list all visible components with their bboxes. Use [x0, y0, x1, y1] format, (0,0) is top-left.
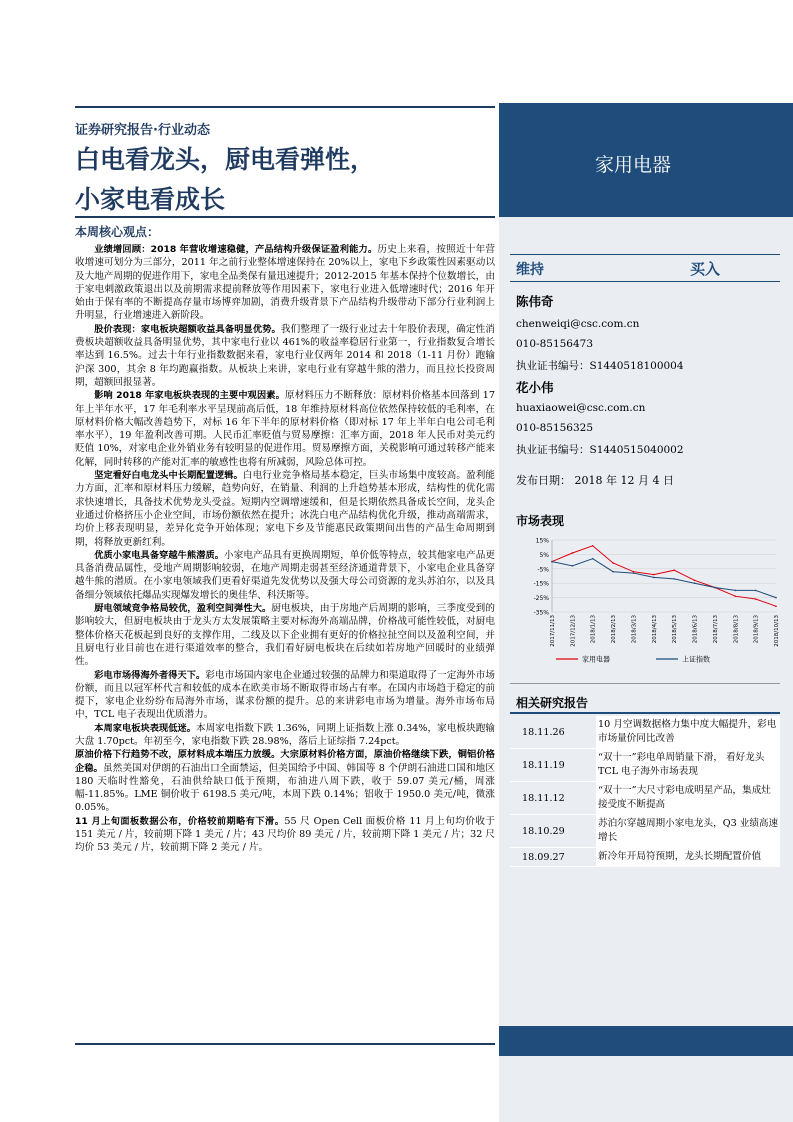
paragraph-text: 55 尺 Open Cell 面板价格 11 月上旬均价收于 151 美元 / 片，较前期下降 1 美元 / 片；43 尺均价 89 美元 / 片，较前期下降 1 美元 / 片；32 尺均价 53 美元 / 片，较前期下降 2 美元 / 片。	[75, 815, 496, 854]
legend-label: 上证指数	[682, 655, 710, 664]
analyst-cert: 执业证书编号：S1440518100004	[516, 360, 684, 372]
paragraph-text: 历史上来看，按照近十年营收增速可划分为三部分，2011 年之前行业整体增速保持在 20%以上，家电下乡政策性因素驱动以及大地产周期的促进作用下，家电全品类保有量迅速提升；2012-2015 年基本保持个位数增长，由于家电刺激政策退出以及前期需求提前释放等作用因素下，家电行业进入低增速时代；2016 年开始由于保有率的不断提高存量市场博弈加剧，消费升级背景下产品结构升级带动下部分行业利润上升明显，行业增速进入新阶段。	[75, 244, 495, 322]
rating-rule	[510, 281, 780, 282]
body-paragraph	[75, 815, 495, 855]
publish-date: 发布日期： 2018 年 12 月 4 日	[516, 474, 674, 487]
analyst-name: 陈伟奇	[516, 294, 554, 309]
x-tick-label: 2018/7/13	[712, 615, 719, 644]
y-tick-label: -5%	[537, 566, 549, 574]
related-report[interactable]	[510, 749, 780, 782]
series-point	[592, 545, 594, 547]
related-report[interactable]	[510, 848, 780, 867]
analyst-phone: 010-85156473	[516, 338, 594, 350]
body-paragraph	[75, 669, 495, 722]
legend-label: 家用电器	[582, 655, 610, 664]
related-report[interactable]	[510, 716, 780, 749]
related-date: 18.10.29	[522, 825, 565, 837]
series-point	[572, 565, 574, 567]
x-tick-label: 2018/5/13	[672, 615, 679, 644]
related-title: “双十一”大尺寸彩电成明星产品，集成灶接受度不断提高	[596, 782, 780, 814]
body-paragraph	[75, 469, 495, 549]
paragraph-text: 原材料压力不断释放：原材料价格基本回落到 17 年上半年水平，17 年毛利率水平呈现前高后低，18 年维持原材料高位依然保持较低的毛利率，在原材料价格大幅改善趋势下，对标 16 年下半年的原材料价格（即对标 17 年上半年白电公司毛利率水平），19 年盈利改善可期。人民币汇率贬值与贸易摩擦：汇率方面，2018 年人民币对美元约贬值 10%，对家电企业外销业务有较明显的促进作用。贸易摩擦方面，关税影响可通过转移产能来化解，同时转移的产能对汇率的敏感性也将有所减弱，风险总体可控。	[75, 390, 495, 468]
analyst-cert: 执业证书编号：S1440515040002	[516, 444, 684, 456]
paragraph-lead: 厨电领域竞争格局较优，盈利空间弹性大。	[94, 603, 272, 615]
x-tick-label: 2018/3/13	[631, 615, 638, 644]
paragraph-lead: 业绩增回顾：2018 年营收增速稳健，产品结构升级保证盈利能力。	[94, 244, 378, 255]
series-point	[734, 590, 736, 592]
series-point	[775, 597, 777, 599]
x-tick-label: 2018/9/13	[753, 615, 760, 644]
y-tick-label: 15%	[535, 537, 549, 545]
analyst-name: 花小伟	[516, 380, 554, 395]
related-title: “双十一”彩电单周销量下滑， 看好龙头 TCL 电子海外市场表现	[596, 749, 780, 781]
related-report[interactable]	[510, 815, 780, 848]
y-tick-label: -35%	[533, 609, 549, 617]
paragraph-lead: 优质小家电具备穿越牛熊潜质。	[94, 549, 225, 561]
market-performance-title: 市场表现	[516, 514, 565, 528]
related-date: 18.09.27	[522, 851, 565, 863]
page-title	[75, 140, 495, 220]
x-tick-label: 2018/10/13	[774, 615, 780, 647]
body-paragraph	[75, 389, 495, 469]
x-tick-label: 2018/4/13	[651, 615, 658, 644]
related-reports-list	[510, 716, 780, 867]
body-paragraph	[75, 748, 495, 814]
sidebar-footer-band	[499, 1026, 793, 1056]
y-tick-label: -25%	[533, 595, 549, 603]
rating-value: 买入	[690, 260, 721, 278]
series-point	[755, 598, 757, 600]
body-paragraph	[75, 243, 495, 323]
analyst-email: huaxiaowei@csc.com.cn	[516, 402, 646, 414]
related-rule	[510, 712, 780, 714]
body-paragraph	[75, 323, 495, 389]
paragraph-text: 虽然美国对伊朗的石油出口全面禁运，但美国给予中国、韩国等 8 个伊朗石油进口国和地区 180 天临时性豁免，石油供给缺口低于预期，布油进八周下跌，收于 59.07 美元/桶，周涨幅-11.85%。LME 铜价收于 6198.5 美元/吨，本周下跌 0.14%；铝收于 1950.0 美元/吨，微涨 0.05%。	[75, 762, 496, 814]
x-tick-label: 2018/8/13	[733, 615, 740, 644]
paragraph-lead: 影响 2018 年家电板块表现的主要中观因素。	[94, 390, 285, 402]
body-paragraph	[75, 549, 495, 602]
sector-name: 家用电器	[595, 154, 672, 176]
paragraph-lead: 11 月上旬面板数据公布，价格较前期略有下滑。	[75, 815, 285, 827]
series-point	[612, 562, 614, 564]
core-views-heading: 本周核心观点：	[75, 225, 160, 239]
report-body	[75, 243, 495, 855]
series-line	[552, 559, 776, 598]
rating-action: 维持	[516, 262, 544, 278]
x-tick-label: 2017/11/13	[550, 615, 556, 647]
paragraph-text: 本周家电指数下跌 1.36%，同期上证指数上涨 0.34%，家电板块跑输大盘 1.70pct。年初至今，家电指数下跌 28.98%，落后上证综指 7.24pct。	[75, 722, 496, 747]
x-tick-label: 2018/2/13	[611, 615, 618, 644]
series-line	[552, 546, 776, 606]
y-tick-label: -15%	[533, 580, 549, 588]
body-paragraph	[75, 722, 495, 749]
related-date: 18.11.12	[522, 792, 565, 804]
paragraph-lead: 股价表现：家电板块超额收益具备明显优势。	[94, 323, 281, 335]
chart-rule	[510, 683, 780, 684]
title-rule	[75, 216, 495, 218]
series-point	[592, 558, 594, 560]
title-line-2: 小家电看成长	[75, 185, 226, 214]
series-point	[755, 590, 757, 592]
paragraph-text: 小家电产品具有更换周期短，单价低等特点，较其他家电产品更具备消费品属性，受地产周期影响较弱，在地产周期走弱甚至经济通道背景下，小家电企业具备穿越牛熊的潜质。在小家电领域我们更看好渠道先发优势以及强大母公司资源的龙头苏泊尔，以及具备细分领域依托爆品实现爆发增长的奥佳华、科沃斯等。	[75, 549, 496, 601]
paragraph-text: 白电行业竞争格局基本稳定，巨头市场集中度较高。盈利能力方面，汇率和原材料压力缓解，趋势向好，在销量、利润的上升趋势基本形成，结构性的优化需求快速增长，具备技术优势龙头受益。短期内空调增速缓和，但是长期依然具备成长空间，龙头企业通过价格挤压小企业空间，市场份额依然在提升；冰洗白电产品结构优化升级，推动高端需求，均价上移表现明显，差异化竞争开始体现；家电下乡及节能惠民政策期间出售的产品生命周期到期，将释放更新红利。	[75, 470, 496, 548]
series-point	[633, 571, 635, 573]
series-point	[673, 578, 675, 580]
paragraph-lead: 坚定看好白电龙头中长期配置逻辑。	[94, 470, 243, 482]
related-reports-title: 相关研究报告	[516, 696, 589, 710]
x-tick-label: 2018/1/13	[590, 615, 597, 644]
report-type: 证券研究报告·行业动态	[75, 123, 210, 138]
series-point	[572, 552, 574, 554]
market-chart	[516, 532, 781, 674]
series-point	[653, 574, 655, 576]
related-title: 10 月空调数据格力集中度大幅提升，彩电市场量价同比改善	[596, 716, 780, 748]
series-point	[612, 571, 614, 573]
bottom-rule	[75, 1043, 495, 1045]
rating-rule	[510, 254, 780, 255]
analyst-phone: 010-85156325	[516, 422, 594, 434]
series-point	[734, 595, 736, 597]
paragraph-lead: 本周家电板块表现低迷。	[94, 722, 196, 734]
paragraph-text: 厨电板块，由于房地产后周期的影响，三季度受到的影响较大，但厨电板块由于龙头方太发展策略主要对标海外高端品牌，价格战可能性较低，对厨电整体价格天花板起到良好的支撑作用，二线及以下企业拥有更好的价格拉扯空间以及盈利空间，并且厨电行业目前也在进行渠道效率的整合，我们看好厨电板块在后续如若房地产回暖时的业绩弹性。	[75, 603, 496, 668]
y-tick-label: 5%	[539, 551, 549, 559]
related-report[interactable]	[510, 782, 780, 815]
series-point	[694, 582, 696, 584]
series-point	[673, 569, 675, 571]
related-title: 新冷年开局符预期，龙头长期配置价值	[596, 848, 780, 866]
top-rule	[75, 106, 495, 108]
series-point	[714, 587, 716, 589]
series-point	[775, 605, 777, 607]
title-line-1: 白电看龙头，厨电看弹性，	[75, 145, 376, 174]
paragraph-lead: 原油价格下行趋势不改，原材料成本端压力放缓。大宗原材料价格方面，原油价格继续下跌，铜铝价格企稳。	[75, 749, 495, 774]
related-title: 苏泊尔穿越周期小家电龙头，Q3 业绩高速增长	[596, 815, 780, 847]
x-tick-label: 2018/6/13	[692, 615, 699, 644]
paragraph-text: 我们整理了一级行业过去十年股价表现，确定性消费板块超额收益具备明显优势，其中家电行业以 461%的收益率稳居行业第一，行业指数复合增长率达到 16.5%。过去十年行业指数数据来看，家电行业仅两年 2014 和 2018（1-11 月份）跑输沪深 300，其余 8 年均跑赢指数。从板块上来讲，家电行业有穿越牛熊的潜力，而且拉长投资周期，超额回报显著。	[75, 323, 496, 388]
related-date: 18.11.19	[522, 759, 565, 771]
related-date: 18.11.26	[522, 726, 565, 738]
series-point	[694, 580, 696, 582]
body-paragraph	[75, 602, 495, 668]
analyst-email: chenweiqi@csc.com.cn	[516, 318, 640, 330]
series-point	[653, 577, 655, 579]
x-tick-label: 2017/12/13	[570, 615, 577, 647]
paragraph-text: 彩电市场国内家电企业通过较强的品牌力和渠道取得了一定海外市场份额，而且以冠军杯代言和较低的成本在欧美市场不断取得市场占有率。在国内市场趋于稳定的前提下，家电企业纷纷布局海外市场，谋求份额的提升。总的来讲彩电市场为增量。海外市场布局中，TCL 电子表现出优质潜力。	[75, 669, 496, 721]
series-point	[551, 561, 553, 563]
series-point	[633, 572, 635, 574]
paragraph-lead: 彩电市场得海外者得天下。	[94, 669, 206, 681]
